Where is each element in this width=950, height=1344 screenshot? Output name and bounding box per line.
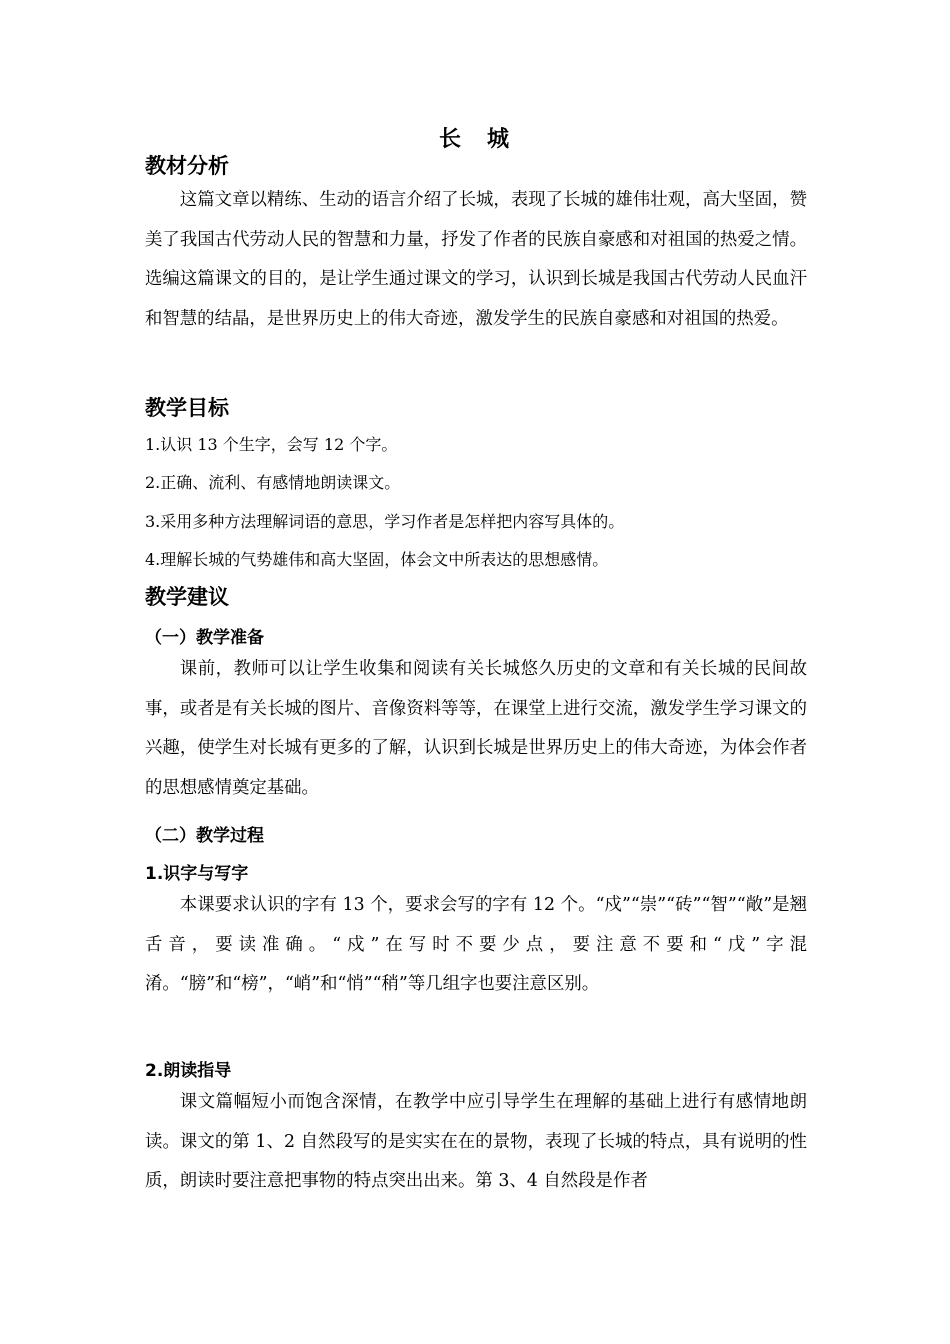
paragraph-textbook-analysis: 这篇文章以精练、生动的语言介绍了长城，表现了长城的雄伟壮观，高大坚固，赞美了我国古代劳动人民的智慧和力量，抒发了作者的民族自豪感和对祖国的热爱之情。选编这篇课文的目的，是让学生通过课文的学习，认识到长城是我国古代劳动人民血汗和智慧的结晶，是世界历史上的伟大奇迹，激发学生的民族自豪感和对祖国的热爱。: [145, 190, 807, 329]
paragraph-reading-guidance: 课文篇幅短小而饱含深情，在教学中应引导学生在理解的基础上进行有感情地朗读。课文的第 1、2 自然段写的是实实在在的景物，表现了长城的特点，具有说明的性质，朗读时要注意把事物的特点突出出来。第 3、4 自然段是作者: [145, 1092, 807, 1192]
goal-item-3: 3.采用多种方法理解词语的意思，学习作者是怎样把内容写具体的。: [145, 512, 625, 531]
goal-item-1: 1.认识 13 个生字，会写 12 个字。: [145, 435, 398, 454]
goal-item-4: 4.理解长城的气势雄伟和高大坚固，体会文中所表达的思想感情。: [145, 550, 609, 569]
heading-teaching-suggestions: 教学建议: [145, 585, 229, 609]
heading-teaching-goals: 教学目标: [145, 396, 229, 420]
heading-textbook-analysis: 教材分析: [145, 154, 229, 178]
paragraph-teaching-preparation: 课前，教师可以让学生收集和阅读有关长城悠久历史的文章和有关长城的民间故事，或者是有关长城的图片、音像资料等等，在课堂上进行交流，激发学生学习课文的兴趣，使学生对长城有更多的了解，认识到长城是世界历史上的伟大奇迹，为体会作者的思想感情奠定基础。: [145, 659, 807, 798]
paragraph-literacy: 本课要求认识的字有 13 个，要求会写的字有 12 个。“戍”“崇”“砖”“智”“敞”是翘舌音，要读准确。“戍”在写时不要少点，要注意不要和“戊”字混淆。“膀”和“榜”，“峭”和“悄”“稍”等几组字也要注意区别。: [145, 895, 807, 995]
subheading-teaching-process: （二）教学过程: [145, 826, 264, 846]
page-title: 长 城: [438, 127, 511, 152]
subheading-reading-guidance: 2.朗读指导: [145, 1061, 232, 1081]
subheading-teaching-preparation: （一）教学准备: [145, 628, 264, 648]
goal-item-2: 2.正确、流利、有感情地朗读课文。: [145, 473, 401, 492]
subheading-literacy: 1.识字与写字: [145, 864, 249, 884]
